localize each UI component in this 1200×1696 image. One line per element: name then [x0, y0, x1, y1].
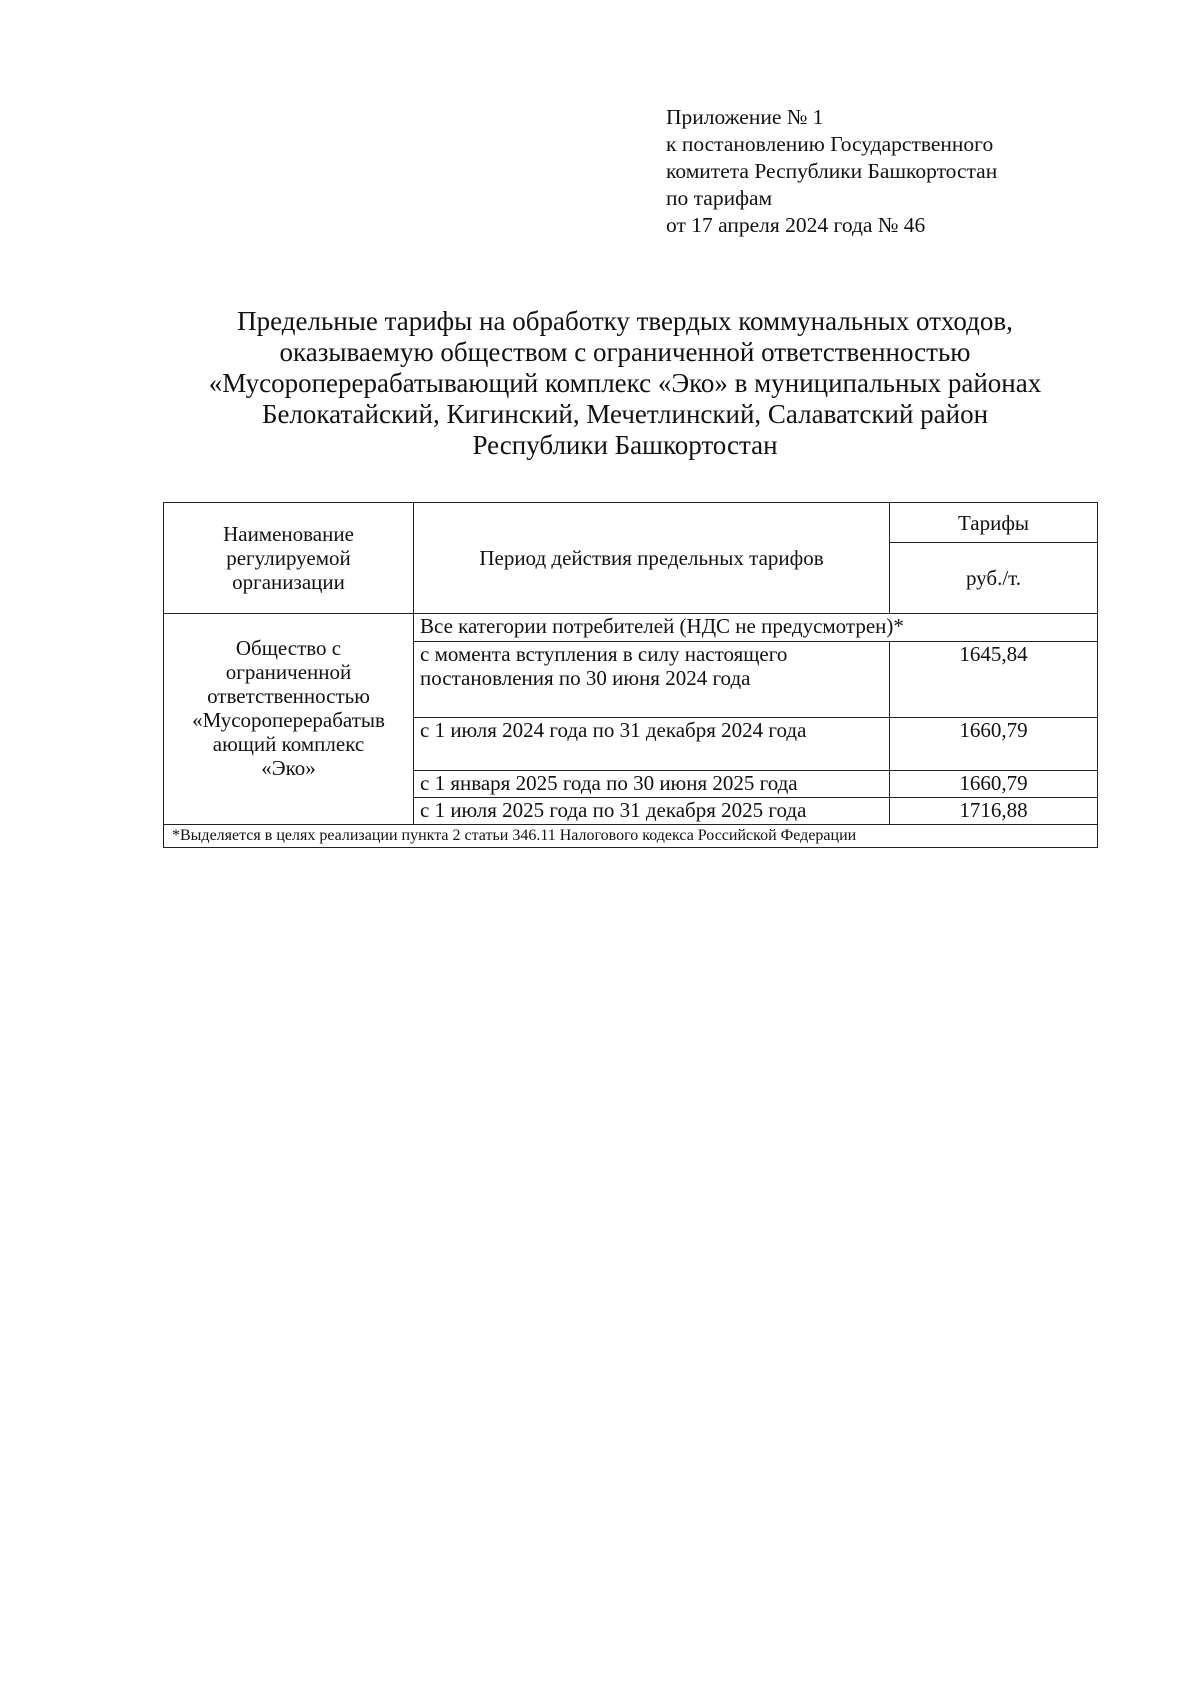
organization-line: ответственностью [207, 684, 370, 708]
footnote: *Выделяется в целях реализации пункта 2 статьи 346.11 Налогового кодекса Российской Федерации [164, 825, 1098, 848]
organization-line: ограниченной [225, 660, 352, 684]
period-cell [414, 798, 890, 825]
period-line: с 1 июля 2024 года по 31 декабря 2024 года [420, 718, 807, 742]
title-line: Предельные тарифы на обработку твердых коммунальных отходов, [237, 306, 1013, 336]
appendix-line: к постановлению Государственного [666, 132, 994, 156]
organization-name [164, 614, 414, 825]
header-organization [164, 503, 414, 614]
period-line: с 1 июля 2025 года по 31 декабря 2025 года [420, 798, 807, 822]
document-title [150, 306, 1100, 461]
period-line: постановления по 30 июня 2024 года [420, 666, 751, 690]
organization-line: «Мусороперерабатыв [192, 708, 385, 732]
title-line: Республики Башкортостан [472, 430, 778, 460]
consumer-category: Все категории потребителей (НДС не предусмотрен)* [414, 614, 1098, 642]
appendix-line: комитета Республики Башкортостан [666, 159, 998, 183]
header-period: Период действия предельных тарифов [414, 503, 890, 614]
header-tariffs: Тарифы [890, 503, 1098, 543]
organization-line: «Эко» [261, 756, 316, 780]
tariff-value: 1645,84 [890, 642, 1098, 718]
organization-line: ающий комплекс [212, 732, 365, 756]
header-unit: руб./т. [890, 543, 1098, 614]
tariff-value: 1660,79 [890, 718, 1098, 771]
tariffs-table [163, 502, 1098, 848]
tariff-value: 1716,88 [890, 798, 1098, 825]
appendix-line: Приложение № 1 [666, 105, 824, 129]
organization-line: Общество с [235, 636, 342, 660]
title-line: «Мусороперерабатывающий комплекс «Эко» в муниципальных районах [208, 368, 1042, 398]
header-org-line: регулируемой [226, 546, 351, 570]
appendix-block [666, 104, 997, 239]
title-line: оказываемую обществом с ограниченной ответственностью [279, 337, 971, 367]
table-row [164, 614, 1098, 642]
period-cell [414, 718, 890, 771]
table-header-row [164, 503, 1098, 543]
header-org-line: организации [232, 570, 345, 594]
title-line: Белокатайский, Кигинский, Мечетлинский, Салаватский район [261, 399, 989, 429]
period-line: с момента вступления в силу настоящего [420, 642, 788, 666]
period-line: с 1 января 2025 года по 30 июня 2025 года [420, 771, 798, 795]
period-cell [414, 771, 890, 798]
header-org-line: Наименование [223, 522, 354, 546]
footnote-row [164, 825, 1098, 848]
appendix-line: по тарифам [666, 186, 773, 210]
period-cell [414, 642, 890, 718]
appendix-line: от 17 апреля 2024 года № 46 [666, 213, 926, 237]
tariff-value: 1660,79 [890, 771, 1098, 798]
